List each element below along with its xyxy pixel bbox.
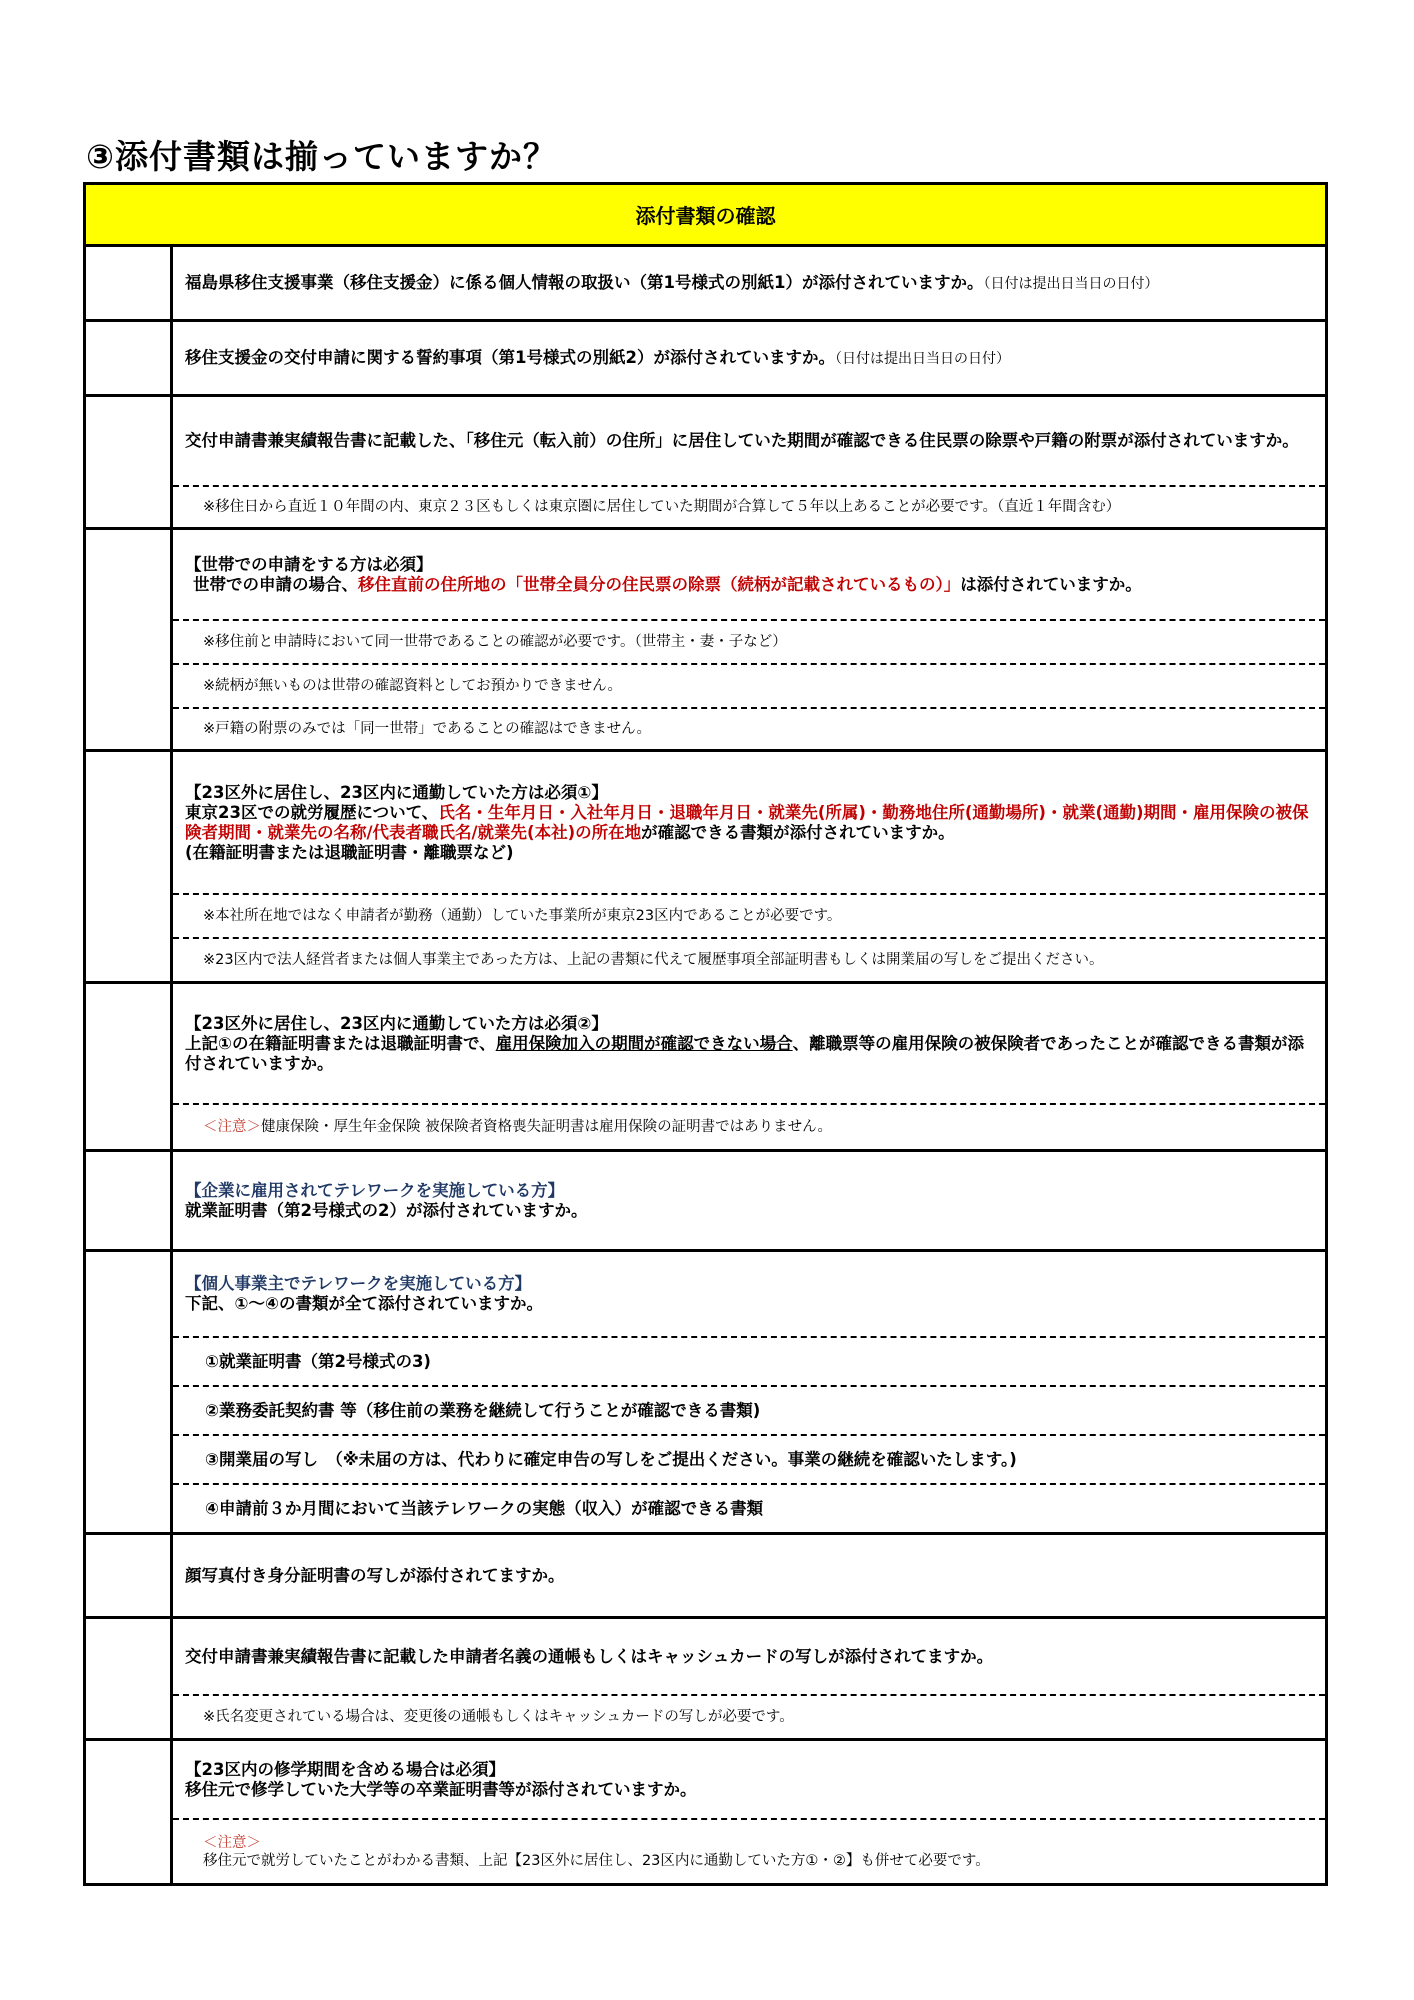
row-heading: 【世帯での申請をする方は必須】 [185,554,433,574]
check-box-cell[interactable] [86,247,173,319]
checklist-row-telework-employee [86,1152,1325,1252]
checklist-row-telework-self-employed [86,1252,1325,1535]
check-box-cell[interactable] [86,1619,173,1738]
row-main-text: 交付申請書兼実績報告書に記載した、「移住元（転入前）の住所」に居住していた期間が確認できる住民票の除票や戸籍の附票が添付されていますか。 [185,431,1299,450]
checklist-row-commute-2 [86,984,1325,1152]
row-main-text: 【個人事業主でテレワークを実施している方】 下記、①～④の書類が全て添付されていますか。 [173,1252,1325,1336]
row-main-text: 【世帯での申請をする方は必須】 世帯での申請の場合、移住直前の住所地の「世帯全員分の住民票の除票（続柄が記載されているもの）」は添付されていますか。 [173,530,1325,619]
check-box-cell[interactable] [86,1152,173,1249]
checklist-row-commute-1 [86,752,1325,984]
row-note: ※続柄が無いものは世帯の確認資料としてお預かりできません。 [173,663,1325,707]
list-item: ①就業証明書（第2号様式の3) [173,1336,1325,1385]
checklist-row-resident-record [86,397,1325,530]
row-main-text: 移住支援金の交付申請に関する誓約事項（第1号様式の別紙2）が添付されていますか。（日付は提出日当日の日付） [185,347,1010,367]
row-main-text: 【23区外に居住し、23区内に通勤していた方は必須①】 東京23区での就労履歴について、氏名・生年月日・入社年月日・退職年月日・就業先(所属)・勤務地住所(通勤場所)・就業(通勤)期間・雇用保険の被保険者期間・就業先の名称/代表者職氏名/就業先(本社)の所在地が確認できる書類が添付されていますか。 (在籍証明書または退職証明書・離職票など) [173,752,1325,893]
list-item: ②業務委託契約書 等（移住前の業務を継続して行うことが確認できる書類) [173,1385,1325,1434]
row-note: ※移住日から直近１０年間の内、東京２３区もしくは東京圏に居住していた期間が合算して５年以上あることが必要です。（直近１年間含む） [173,485,1325,527]
check-box-cell[interactable] [86,530,173,749]
check-box-cell[interactable] [86,752,173,981]
row-heading: 【23区外に居住し、23区内に通勤していた方は必須②】 [185,1013,608,1033]
row-note: ※戸籍の附票のみでは「同一世帯」であることの確認はできません。 [173,707,1325,749]
row-main-text: 顔写真付き身分証明書の写しが添付されてますか。 [185,1565,565,1585]
checklist-row-bankbook [86,1619,1325,1741]
page-title: ③添付書類は揃っていますか？ [86,137,557,176]
row-main-text: 交付申請書兼実績報告書に記載した申請者名義の通帳もしくはキャッシュカードの写しが添付されてますか。 [185,1646,994,1666]
row-note: ※氏名変更されている場合は、変更後の通帳もしくはキャッシュカードの写しが必要です。 [173,1694,1325,1738]
row-heading: 【23区外に居住し、23区内に通勤していた方は必須①】 [185,782,608,802]
row-note: ※移住前と申請時において同一世帯であることの確認が必要です。（世帯主・妻・子など） [173,619,1325,663]
checklist-row-pledge-form [86,322,1325,397]
check-box-cell[interactable] [86,1741,173,1883]
checklist-row-household [86,530,1325,752]
row-heading: 【個人事業主でテレワークを実施している方】 [185,1274,532,1293]
check-box-cell[interactable] [86,397,173,527]
list-item: ③開業届の写し （※未届の方は、代わりに確定申告の写しをご提出ください。事業の継続を確認いたします。) [173,1434,1325,1483]
row-main-text: 【企業に雇用されてテレワークを実施している方】 就業証明書（第2号様式の2）が添付されていますか。 [173,1152,1325,1249]
row-heading: 【企業に雇用されてテレワークを実施している方】 [185,1180,565,1200]
row-caution: ＜注意＞ 移住元で就労していたことがわかる書類、上記【23区外に居住し、23区内に通勤していた方①・②】も併せて必要です。 [173,1818,1325,1883]
list-item: ④申請前３か月間において当該テレワークの実態（収入）が確認できる書類 [173,1483,1325,1532]
row-note: ※23区内で法人経営者または個人事業主であった方は、上記の書類に代えて履歴事項全部証明書もしくは開業届の写しをご提出ください。 [173,937,1325,981]
row-main-text: 【23区外に居住し、23区内に通勤していた方は必須②】 上記①の在籍証明書または退職証明書で、雇用保険加入の期間が確認できない場合、離職票等の雇用保険の被保険者であったことが確認できる書類が添付されていますか。 [173,984,1325,1103]
row-heading: 【23区内の修学期間を含める場合は必須】 [185,1759,505,1779]
row-caution: ＜注意＞健康保険・厚生年金保険 被保険者資格喪失証明書は雇用保険の証明書ではありません。 [173,1103,1325,1149]
check-box-cell[interactable] [86,322,173,394]
check-box-cell[interactable] [86,1252,173,1532]
check-box-cell[interactable] [86,984,173,1149]
checklist-row-photo-id [86,1535,1325,1619]
check-box-cell[interactable] [86,1535,173,1616]
table-header: 添付書類の確認 [86,185,1325,247]
checklist-row-study-period [86,1741,1325,1883]
row-main-text: 福島県移住支援事業（移住支援金）に係る個人情報の取扱い（第1号様式の別紙1）が添付されていますか。（日付は提出日当日の日付） [185,272,1159,292]
row-note: ※本社所在地ではなく申請者が勤務（通勤）していた事業所が東京23区内であることが必要です。 [173,893,1325,937]
checklist-row-privacy-form [86,247,1325,322]
attachment-checklist-table [83,182,1328,1886]
row-main-text: 【23区内の修学期間を含める場合は必須】 移住元で修学していた大学等の卒業証明書等が添付されていますか。 [173,1741,1325,1818]
